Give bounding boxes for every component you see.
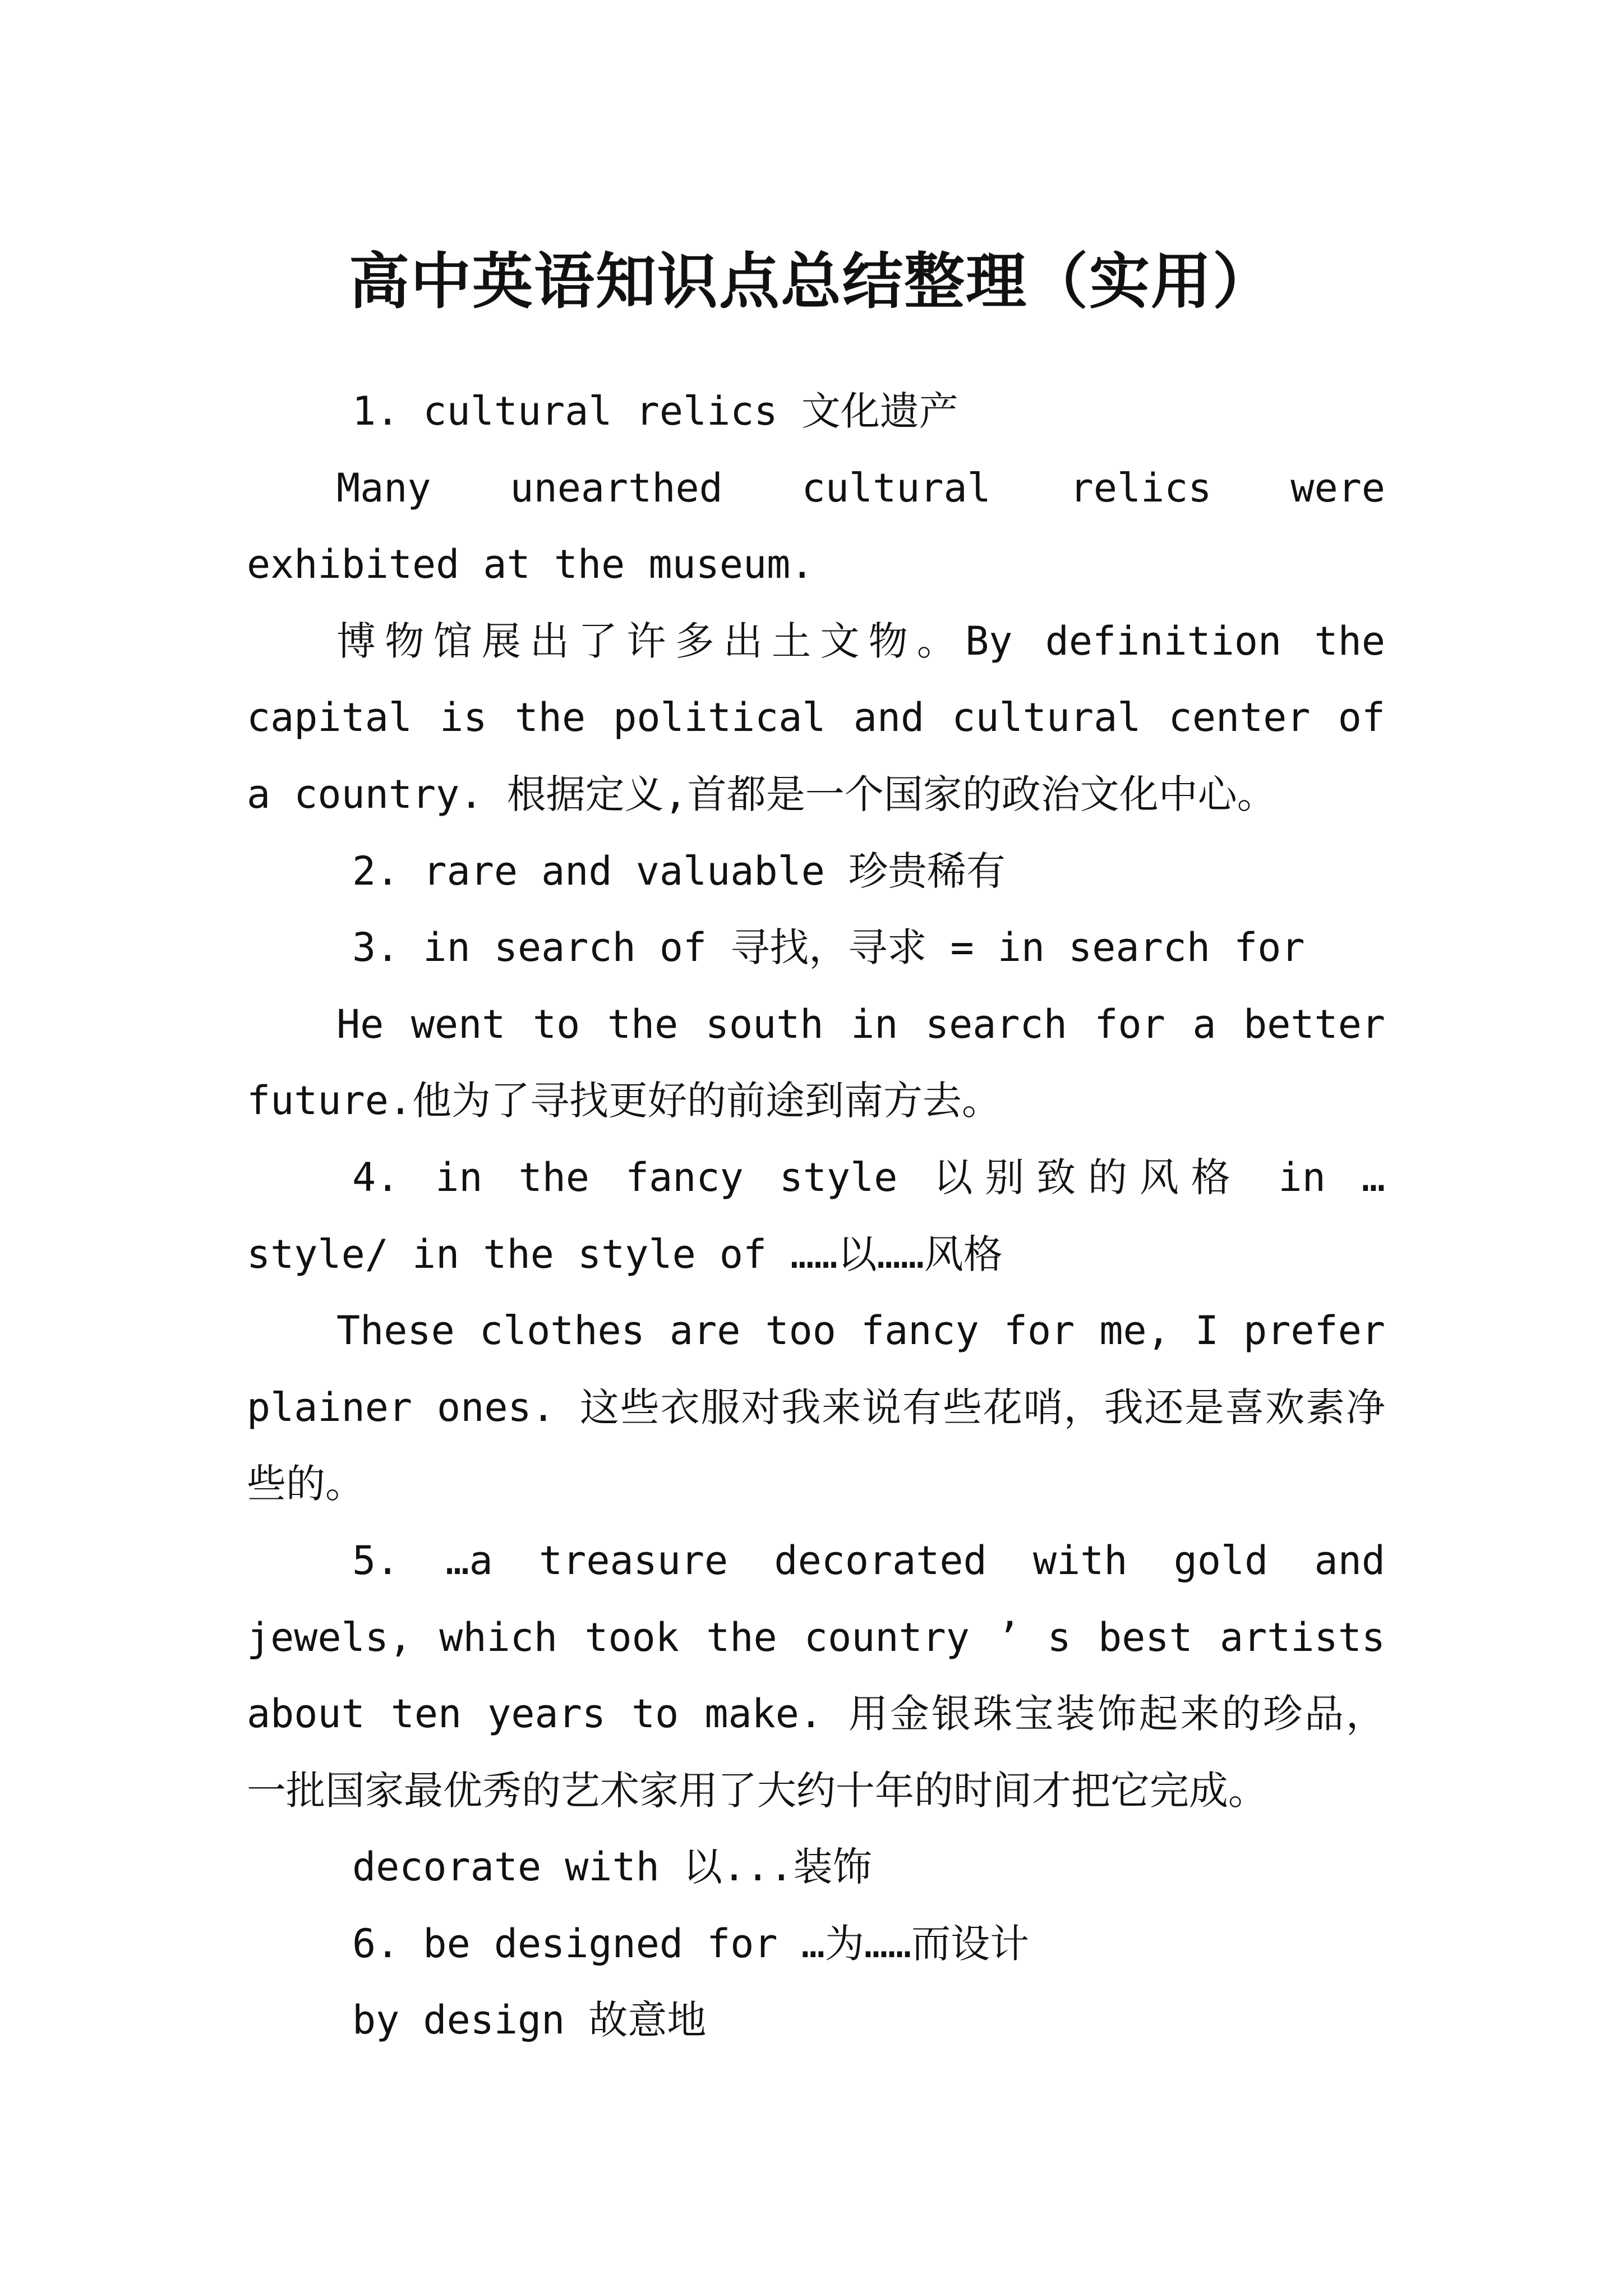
- phrase-line: by design 故意地: [352, 1997, 707, 2044]
- item-heading-4: 4. in the fancy style 以别致的风格 in … style/ in the style of ……以……风格: [247, 1154, 1385, 1277]
- example-paragraph: 博物馆展出了许多出土文物。By definition the capital is the political and cultural center of a country. 根据定义,首都是一个国家的政治文化中心。: [247, 618, 1385, 817]
- item-heading-5: 5. …a treasure decorated with gold and jewels, which took the country ’ s best artists about ten years to make. 用金银珠宝装饰起来的珍品，一批国家最优秀的艺术家用了大约十年的时间才把它完成。: [247, 1537, 1385, 1814]
- item-heading-2: 2. rare and valuable 珍贵稀有: [352, 848, 1006, 894]
- item-heading-6: 6. be designed for …为……而设计: [352, 1920, 1030, 1967]
- example-paragraph: Many unearthed cultural relics were exhibited at the museum.: [247, 464, 1385, 588]
- example-paragraph: These clothes are too fancy for me, I prefer plainer ones. 这些衣服对我来说有些花哨，我还是喜欢素净些的。: [247, 1308, 1385, 1507]
- item-heading-1: 1. cultural relics 文化遗产: [352, 388, 958, 434]
- document-body: [247, 373, 1385, 2059]
- document-title: 高中英语知识点总结整理（实用）: [348, 246, 1274, 318]
- phrase-line: decorate with 以...装饰: [352, 1844, 872, 1890]
- example-paragraph: He went to the south in search for a better future.他为了寻找更好的前途到南方去。: [247, 1001, 1385, 1124]
- item-heading-3: 3. in search of 寻找，寻求 = in search for: [352, 924, 1305, 971]
